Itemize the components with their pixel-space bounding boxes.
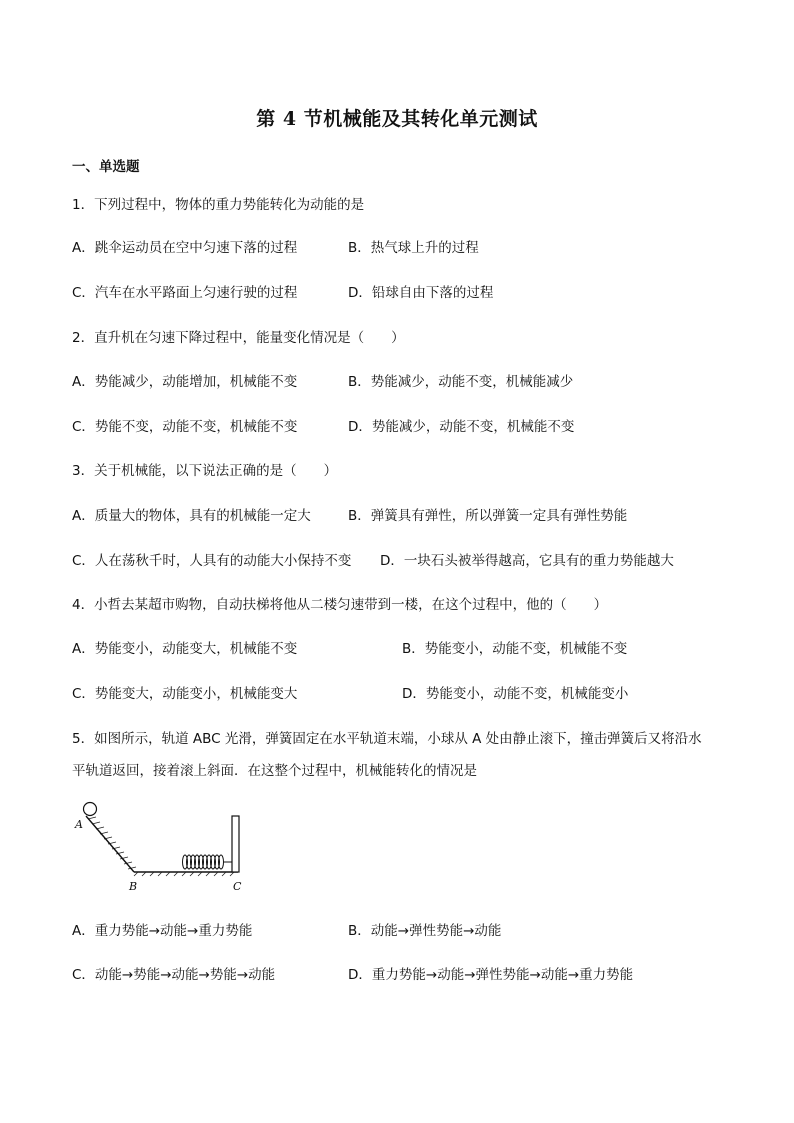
question-3-option-c: C．人在荡秋千时，人具有的动能大小保持不变 — [72, 553, 352, 569]
question-5-stem-line-2: 平轨道返回，接着滚上斜面．在这整个过程中，机械能转化的情况是 — [72, 763, 477, 779]
question-3-option-a: A．质量大的物体，具有的机械能一定大 — [72, 508, 311, 524]
question-4-stem: 4．小哲去某超市购物，自动扶梯将他从二楼匀速带到一楼，在这个过程中，他的（ ） — [72, 597, 608, 613]
question-1-option-d: D．铅球自由下落的过程 — [348, 285, 494, 301]
label-b: B — [129, 880, 138, 893]
question-4-option-a: A．势能变小，动能变大，机械能不变 — [72, 641, 298, 657]
question-4-option-d: D．势能变小，动能不变，机械能变小 — [402, 686, 629, 702]
question-5-option-d: D．重力势能→动能→弹性势能→动能→重力势能 — [348, 967, 634, 983]
track-diagram — [72, 798, 252, 898]
question-3-stem: 3．关于机械能，以下说法正确的是（ ） — [72, 463, 338, 479]
spring — [183, 855, 233, 869]
question-5-option-b: B．动能→弹性势能→动能 — [348, 923, 502, 939]
question-1-option-a: A．跳伞运动员在空中匀速下落的过程 — [72, 240, 298, 256]
incline-ab — [86, 816, 134, 872]
question-5-option-a: A．重力势能→动能→重力势能 — [72, 923, 253, 939]
question-4-option-c: C．势能变大，动能变小，机械能变大 — [72, 686, 298, 702]
wall — [232, 816, 239, 872]
question-2-option-a: A．势能减少，动能增加，机械能不变 — [72, 374, 298, 390]
question-5-stem-line-1: 5．如图所示，轨道 ABC 光滑，弹簧固定在水平轨道末端，小球从 A 处由静止滚下，撞击弹簧后又将沿水 — [72, 731, 702, 747]
question-3-option-b: B．弹簧具有弹性，所以弹簧一定具有弹性势能 — [348, 508, 628, 524]
question-1-stem: 1．下列过程中，物体的重力势能转化为动能的是 — [72, 197, 365, 213]
ball — [84, 803, 97, 816]
label-a: A — [75, 818, 83, 831]
question-1-option-b: B．热气球上升的过程 — [348, 240, 479, 256]
question-2-option-c: C．势能不变，动能不变，机械能不变 — [72, 419, 298, 435]
question-2-option-b: B．势能减少，动能不变，机械能减少 — [348, 374, 574, 390]
question-5-option-c: C．动能→势能→动能→势能→动能 — [72, 967, 276, 983]
question-4-option-b: B．势能变小，动能不变，机械能不变 — [402, 641, 628, 657]
label-c: C — [233, 880, 242, 893]
section-heading: 一、单选题 — [72, 159, 140, 175]
question-1-option-c: C．汽车在水平路面上匀速行驶的过程 — [72, 285, 298, 301]
question-2-option-d: D．势能减少，动能不变，机械能不变 — [348, 419, 575, 435]
page-title: 第 4 节机械能及其转化单元测试 — [256, 108, 538, 130]
incline-hatching — [88, 817, 136, 869]
question-2-stem: 2．直升机在匀速下降过程中，能量变化情况是（ ） — [72, 330, 405, 346]
question-3-option-d: D．一块石头被举得越高，它具有的重力势能越大 — [380, 553, 674, 569]
